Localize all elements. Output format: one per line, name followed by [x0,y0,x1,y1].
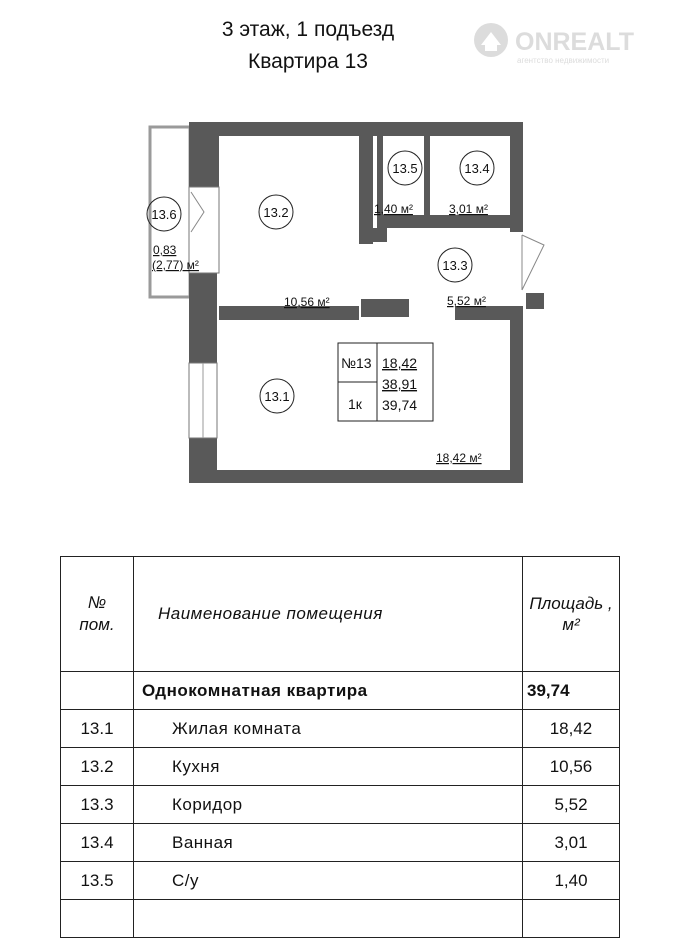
total-area: 39,74 [523,672,620,710]
svg-text:13.3: 13.3 [442,258,468,273]
table-row: 13.4 Ванная 3,01 [61,824,620,862]
table-row: 13.3 Коридор 5,52 [61,786,620,824]
svg-text:13.1: 13.1 [264,389,290,404]
header-area: Площадь , м² [523,557,620,672]
room-marker-13-3 [438,248,472,282]
info-room-count: 1к [348,396,362,412]
table-header-row [61,557,620,672]
svg-text:13.6: 13.6 [151,207,177,222]
room-marker-13-6 [147,197,181,231]
info-total-area: 38,91 [382,376,418,392]
room-marker-13-5 [388,151,422,185]
area-label-13-3: 5,52 м² [447,294,486,308]
room-marker-13-4 [460,151,494,185]
apartment-info-box [338,343,433,421]
total-name: Однокомнатная квартира [134,672,523,710]
area-label-13-6-with-coef: (2,77) м² [152,258,199,272]
apartment-title: Квартира 13 [248,50,368,73]
table-total-row [61,672,620,710]
table-row: 13.2 Кухня 10,56 [61,748,620,786]
watermark-tagline: агентство недвижимости [517,56,610,65]
watermark-brand: ONREALT [515,28,634,56]
svg-text:13.5: 13.5 [392,161,418,176]
area-label-13-5: 1,40 м² [374,202,413,216]
room-marker-13-2 [259,195,293,229]
svg-text:13.2: 13.2 [263,205,289,220]
table-row: 13.5 С/у 1,40 [61,862,620,900]
info-apartment-number: №13 [341,355,372,371]
area-label-13-6: 0,83 [153,243,177,257]
svg-text:13.4: 13.4 [464,161,490,176]
rooms-table [60,556,620,938]
table-row-empty [61,900,620,938]
floor-entrance-title: 3 этаж, 1 подъезд [221,18,395,41]
area-label-13-4: 3,01 м² [449,202,488,216]
area-label-13-1: 18,42 м² [436,451,482,465]
table-row: 13.1 Жилая комната 18,42 [61,710,620,748]
header-room-number: № пом. [61,557,134,672]
info-living-area: 18,42 [382,355,418,371]
header-room-name: Наименование помещения [134,557,523,672]
watermark [474,23,634,65]
area-label-13-2: 10,56 м² [284,295,330,309]
info-total-with-balcony: 39,74 [382,397,418,413]
house-logo-icon [474,23,508,57]
room-marker-13-1 [260,379,294,413]
